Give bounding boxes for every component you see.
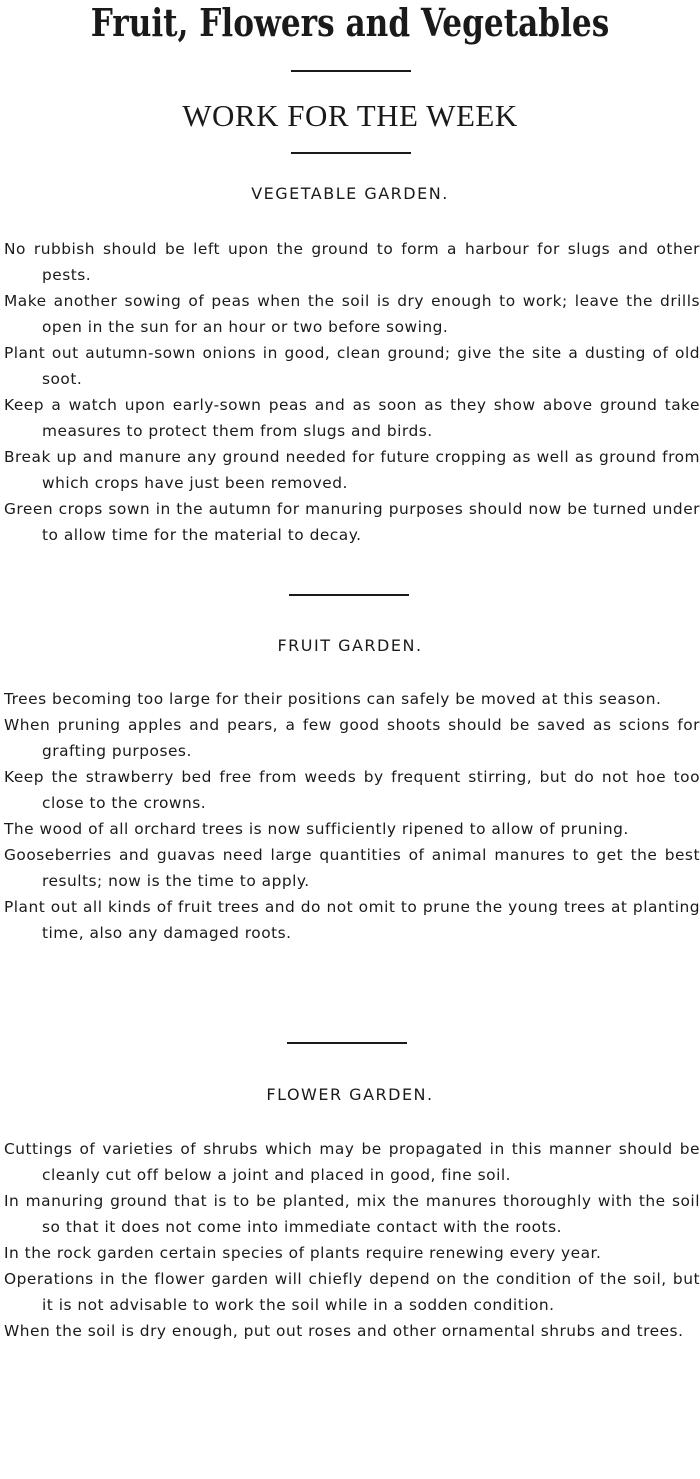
vegetable-garden-list — [0, 236, 700, 548]
list-item: Keep a watch upon early-sown peas and as soon as they show above ground take measures to protect them from slugs and birds. — [4, 396, 700, 440]
section-title-vegetable: VEGETABLE GARDEN. — [251, 184, 449, 203]
list-item: Cuttings of varieties of shrubs which may be propagated in this manner should be cleanly cut off below a joint and placed in good, fine soil. — [4, 1140, 700, 1184]
section-divider — [289, 594, 409, 596]
list-item: Keep the strawberry bed free from weeds by frequent stirring, but do not hoe too close to the crowns. — [4, 768, 700, 812]
list-item: Plant out all kinds of fruit trees and do not omit to prune the young trees at planting time, also any damaged roots. — [4, 898, 700, 942]
masthead-rule — [291, 70, 411, 72]
section-divider — [287, 1042, 407, 1044]
list-item: Break up and manure any ground needed for future cropping as well as ground from which crops have just been removed. — [4, 448, 700, 492]
list-item: In manuring ground that is to be planted, mix the manures thoroughly with the soil so that it does not come into immediate contact with the roots. — [4, 1192, 700, 1236]
masthead-title: Fruit, Flowers and Vegetables — [90, 0, 610, 45]
section-title-fruit: FRUIT GARDEN. — [277, 636, 423, 655]
list-item: Operations in the flower garden will chiefly depend on the condition of the soil, but it is not advisable to work the soil while in a sodden condition. — [4, 1270, 700, 1314]
list-item: The wood of all orchard trees is now sufficiently ripened to allow of pruning. — [4, 820, 629, 838]
list-item: No rubbish should be left upon the ground to form a harbour for slugs and other pests. — [4, 240, 700, 284]
list-item: Green crops sown in the autumn for manuring purposes should now be turned under to allow time for the material to decay. — [4, 500, 700, 544]
list-item: Gooseberries and guavas need large quantities of animal manures to get the best results; now is the time to apply. — [4, 846, 700, 890]
column-heading: WORK FOR THE WEEK — [182, 98, 518, 133]
list-item: Trees becoming too large for their positions can safely be moved at this season. — [4, 690, 662, 708]
list-item: In the rock garden certain species of plants require renewing every year. — [4, 1244, 602, 1262]
heading-rule — [291, 152, 411, 154]
list-item: When pruning apples and pears, a few good shoots should be saved as scions for grafting purposes. — [4, 716, 700, 760]
fruit-garden-list — [0, 686, 700, 946]
flower-garden-list — [0, 1136, 700, 1344]
list-item: Make another sowing of peas when the soil is dry enough to work; leave the drills open in the sun for an hour or two before sowing. — [4, 292, 700, 336]
list-item: When the soil is dry enough, put out roses and other ornamental shrubs and trees. — [4, 1322, 684, 1340]
section-title-flower: FLOWER GARDEN. — [266, 1085, 434, 1104]
list-item: Plant out autumn-sown onions in good, clean ground; give the site a dusting of old soot. — [4, 344, 700, 388]
